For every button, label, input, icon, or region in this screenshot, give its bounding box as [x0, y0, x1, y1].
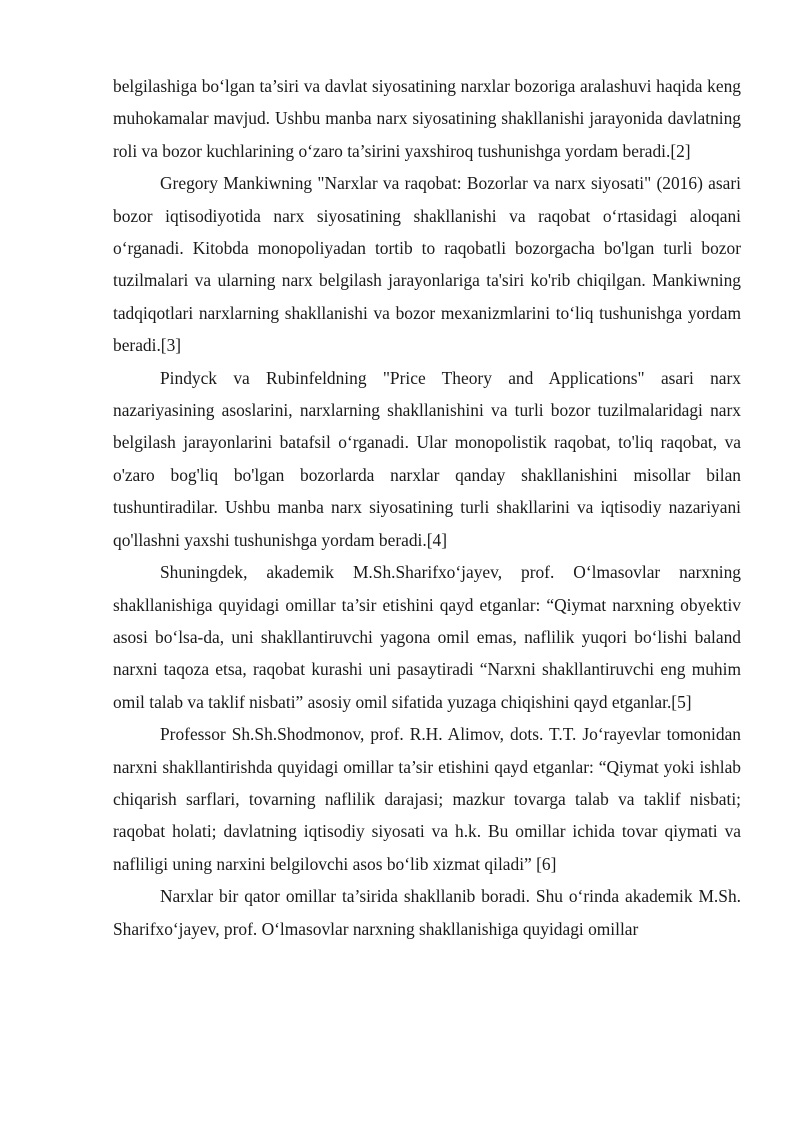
paragraph-shodmonov: Professor Sh.Sh.Shodmonov, prof. R.H. Alimov, dots. T.T. Jo‘rayevlar tomonidan narxni shakllantirishda quyidagi omillar ta’sir etishini qayd etganlar: “Qiymat yoki ishlab chiqarish sarflari, tovarning naflilik darajasi; mazkur tovarga talab va taklif nisbati; raqobat holati; davlatning iqtisodiy siyosati va h.k. Bu omillar ichida tovar qiymati va nafliligi uning narxini belgilovchi asos bo‘lib xizmat qiladi” [6]: [113, 724, 741, 874]
paragraph-mankiw: Gregory Mankiwning "Narxlar va raqobat: Bozorlar va narx siyosati" (2016) asari bozor iqtisodiyotida narx siyosatining shakllanishi va raqobat o‘rtasidagi aloqani o‘rganadi. Kitobda monopoliyadan tortib to raqobatli bozorgacha bo'lgan turli bozor tuzilmalari va ularning narx belgilash jarayonlariga ta'siri ko'rib chiqilgan. Mankiwning tadqiqotlari narxlarning shakllanishi va bozor mexanizmlarini to‘liq tushunishga yordam beradi.[3]: [113, 173, 741, 356]
paragraph-sharifxojayev: Shuningdek, akademik M.Sh.Sharifxo‘jayev, prof. O‘lmasovlar narxning shakllanishiga quyidagi omillar ta’sir etishini qayd etganlar: “Qiymat narxning obyektiv asosi bo‘lsa-da, uni shakllantiruvchi yagona omil emas, naflilik yuqori bo‘lishi baland narxni taqoza etsa, raqobat kurashi uni pasaytiradi “Narxni shakllantiruvchi eng muhim omil talab va taklif nisbati” asosiy omil sifatida yuzaga chiqishini qayd etganlar.[5]: [113, 562, 741, 712]
paragraph-omillar: Narxlar bir qator omillar ta’sirida shakllanib boradi. Shu o‘rinda akademik M.Sh. Sharifxo‘jayev, prof. O‘lmasovlar narxning shakllanishiga quyidagi omillar: [113, 886, 741, 939]
paragraph-continuation: belgilashiga bo‘lgan ta’siri va davlat siyosatining narxlar bozoriga aralashuvi haqida keng muhokamalar mavjud. Ushbu manba narx siyosatining shakllanishi jarayonida davlatning roli va bozor kuchlarining o‘zaro ta’sirini yaxshiroq tushunishga yordam beradi.[2]: [113, 76, 741, 161]
document-page: [113, 70, 741, 945]
paragraph-pindyck-rubinfeld: Pindyck va Rubinfeldning "Price Theory and Applications" asari narx nazariyasining asoslarini, narxlarning shakllanishini va turli bozor tuzilmalaridagi narx belgilash jarayonlarini batafsil o‘rganadi. Ular monopolistik raqobat, to'liq raqobat, va o'zaro bog'liq bo'lgan bozorlarda narxlar qanday shakllanishini misollar bilan tushuntiradilar. Ushbu manba narx siyosatining turli shakllarini va iqtisodiy nazariyani qo'llashni yaxshi tushunishga yordam beradi.[4]: [113, 367, 741, 550]
